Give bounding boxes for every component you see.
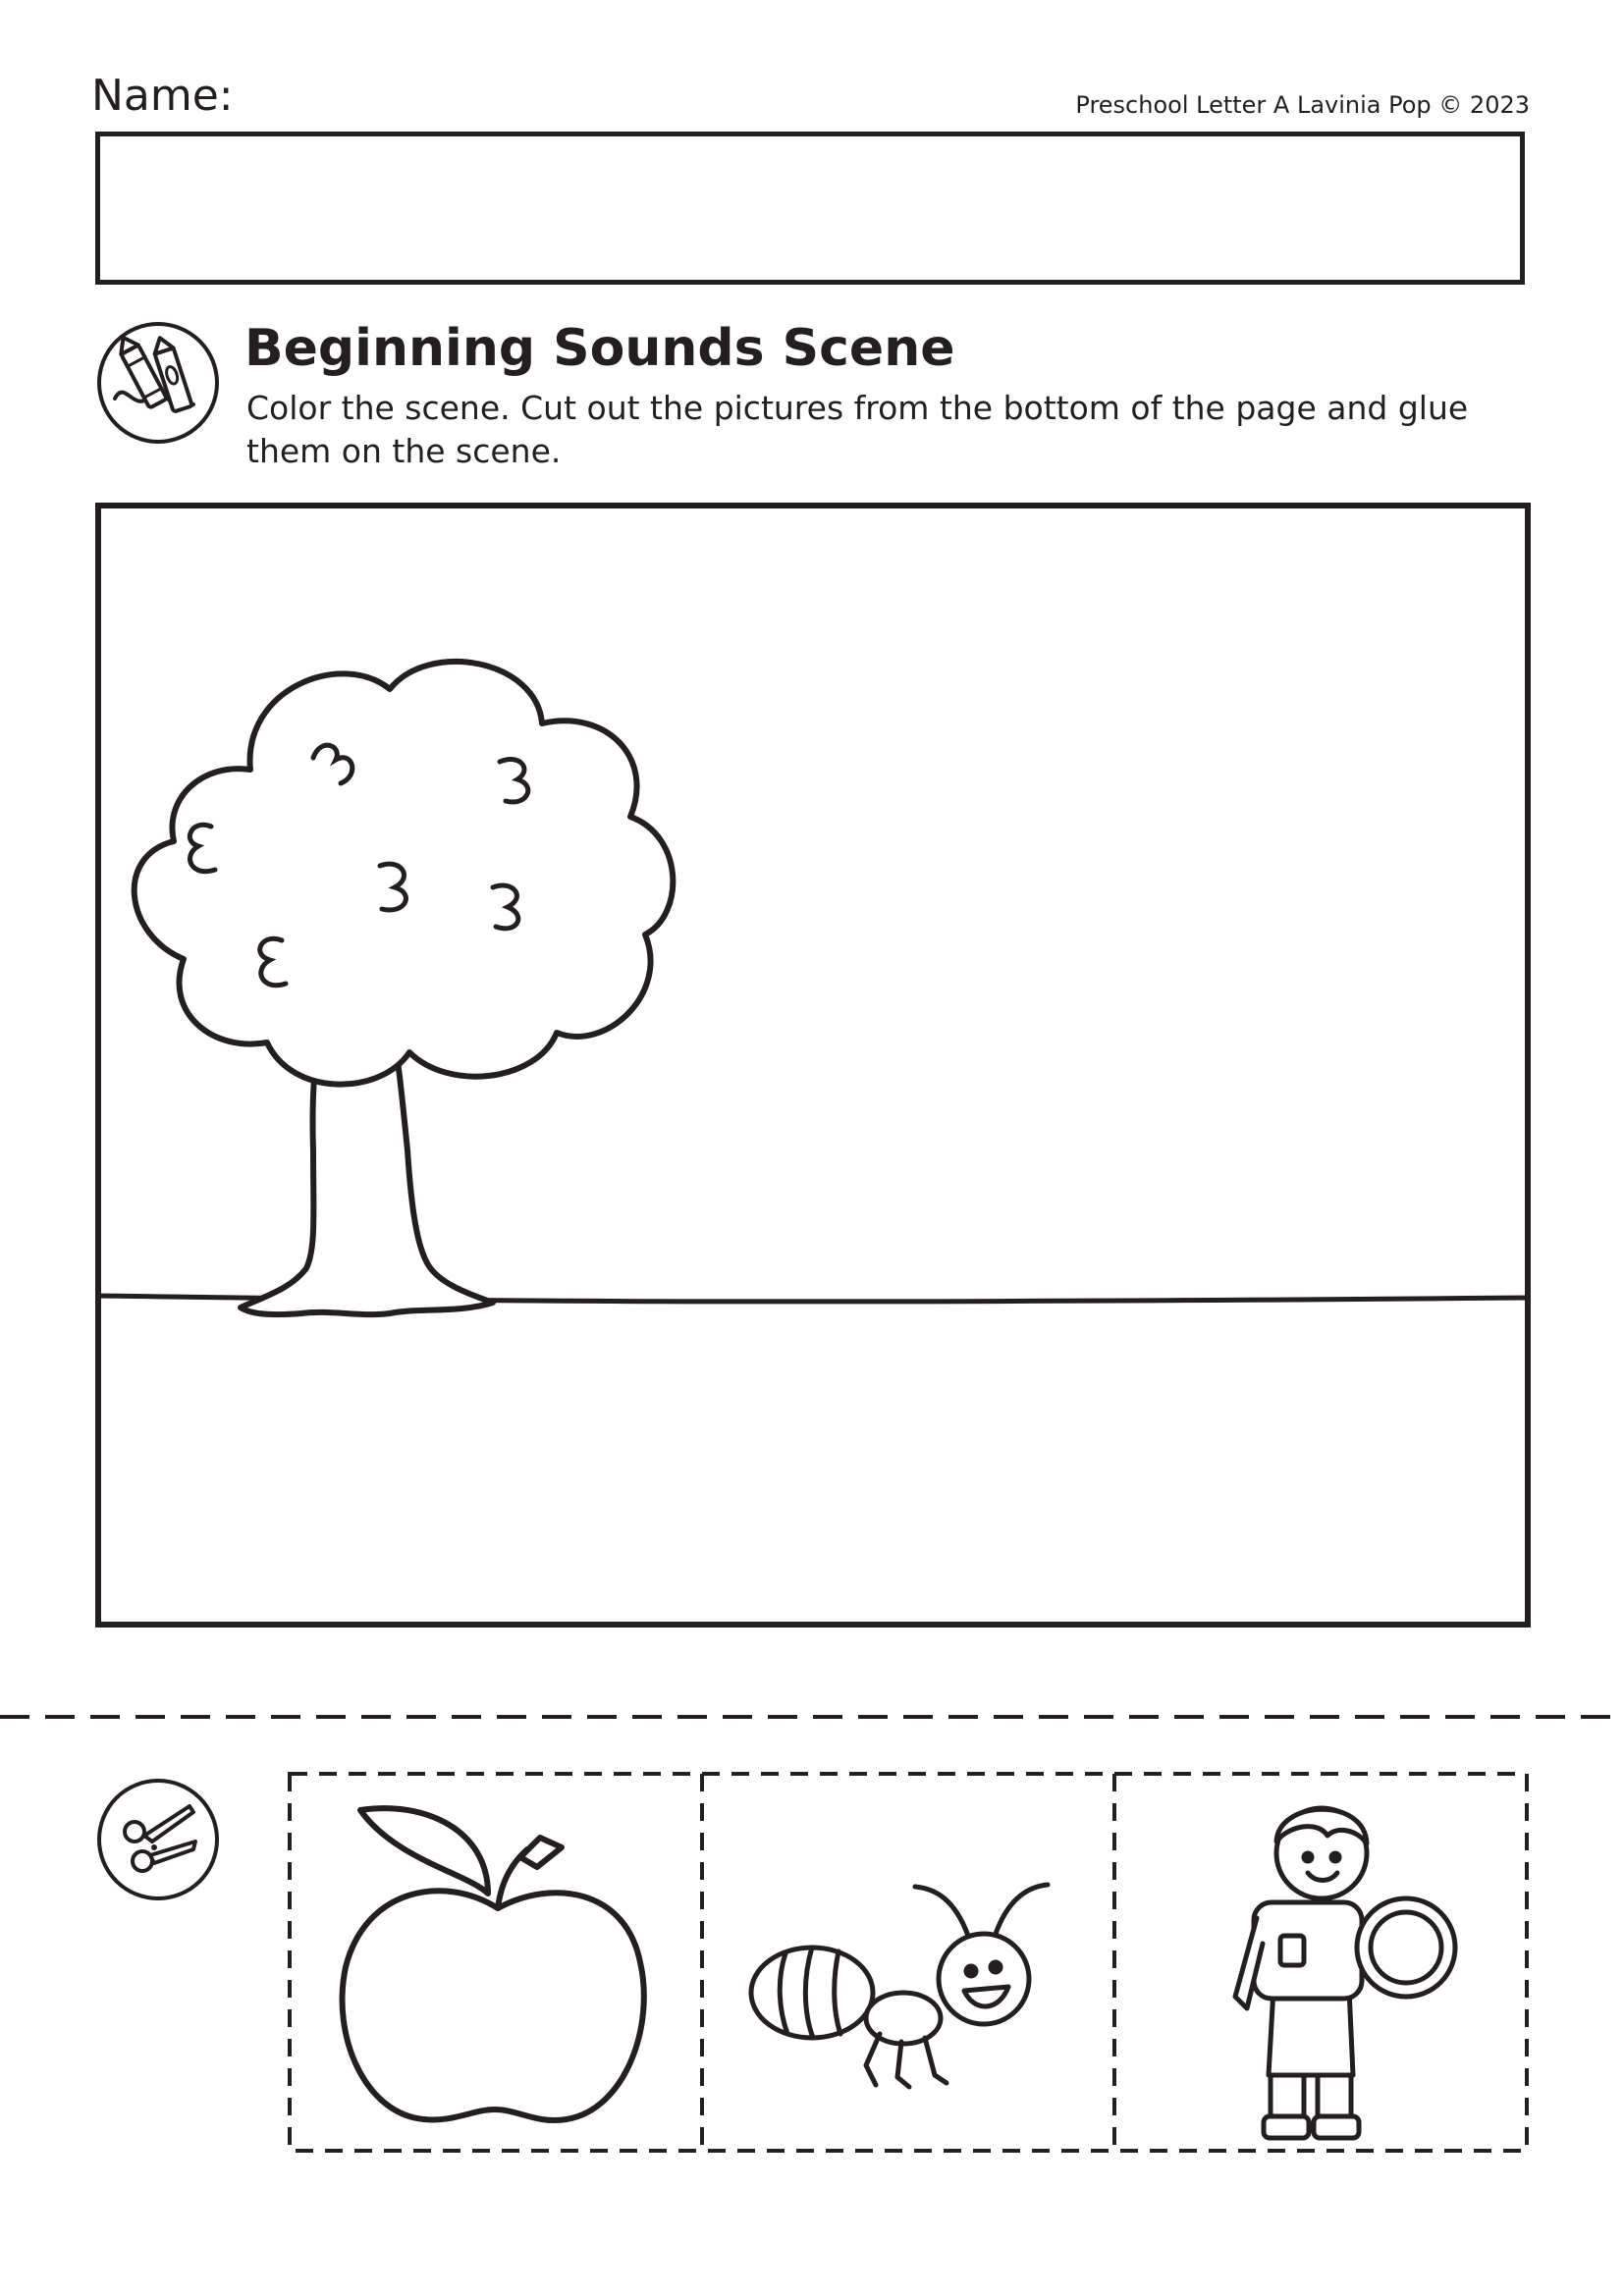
cutout-cards xyxy=(287,1771,1530,2154)
name-label: Name: xyxy=(91,71,234,121)
apple-icon[interactable] xyxy=(343,1808,644,2120)
copyright-text: Preschool Letter A Lavinia Pop © 2023 xyxy=(1075,91,1530,119)
astronaut-icon[interactable] xyxy=(1235,1808,1455,2138)
crayons-icon xyxy=(95,320,221,446)
scene-area[interactable] xyxy=(95,503,1531,1628)
activity-title: Beginning Sounds Scene xyxy=(244,319,955,378)
scissors-icon xyxy=(95,1777,221,1902)
name-input-box[interactable] xyxy=(95,132,1525,285)
ant-icon[interactable] xyxy=(751,1885,1048,2087)
cut-line xyxy=(0,1714,1624,1720)
activity-instructions: Color the scene. Cut out the pictures from the bottom of the page and glue them on the scene. xyxy=(246,389,1469,470)
